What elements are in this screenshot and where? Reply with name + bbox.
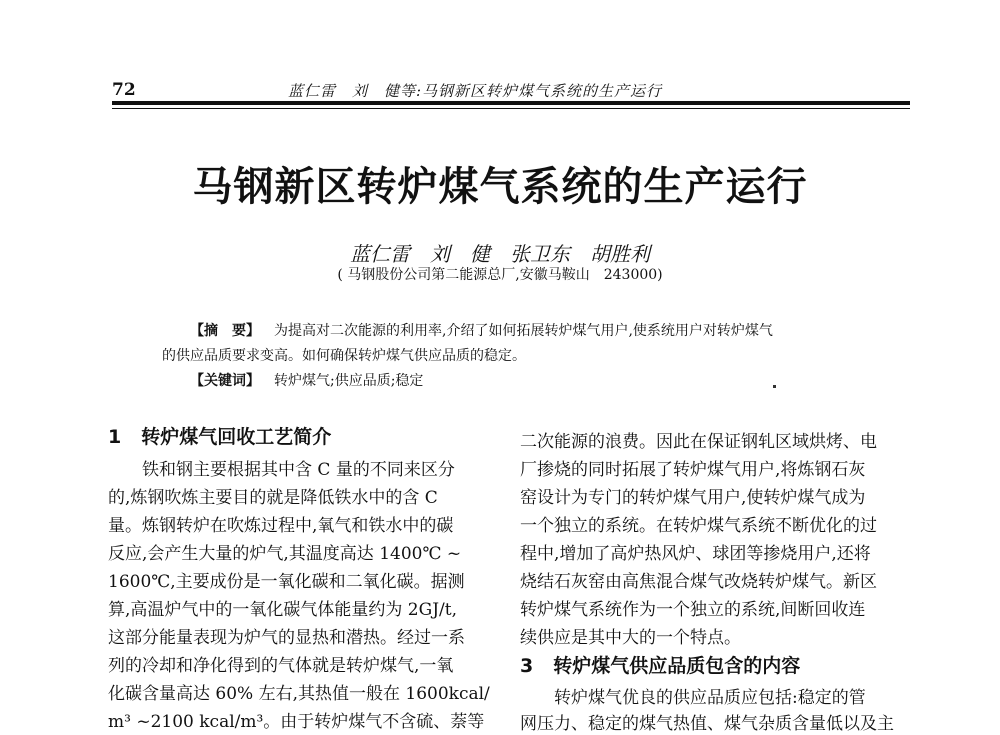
article-title: 马钢新区转炉煤气系统的生产运行 (192, 163, 808, 210)
right-column-line: 厂掺烧的同时拓展了转炉煤气用户,将炼钢石灰 (520, 460, 866, 480)
abstract-label: 【摘 要】 (190, 323, 260, 339)
left-column-line: 化碳含量高达 60% 左右,其热值一般在 1600kcal/ (108, 684, 490, 704)
left-column-line: 量。炼钢转炉在吹炼过程中,氧气和铁水中的碳 (108, 516, 454, 536)
right-column-line: 网压力、稳定的煤气热值、煤气杂质含量低以及主 (520, 714, 894, 734)
right-column-line: 转炉煤气系统作为一个独立的系统,间断回收连 (520, 600, 866, 620)
right-column-line: 转炉煤气优良的供应品质应包括:稳定的管 (520, 688, 866, 708)
section3-number: 3 (520, 655, 534, 677)
header-rule-thin (112, 108, 910, 109)
left-column-line: m³ ~2100 kcal/m³。由于转炉煤气不含硫、萘等 (108, 712, 485, 732)
right-column-line: 一个独立的系统。在转炉煤气系统不断优化的过 (520, 516, 877, 536)
section1-number: 1 (108, 426, 122, 448)
section3-title: 转炉煤气供应品质包含的内容 (553, 655, 801, 677)
abstract-text-line2: 的供应品质要求变高。如何确保转炉煤气供应品质的稳定。 (162, 348, 526, 364)
keywords-label: 【关键词】 (190, 373, 260, 389)
article-affiliation: ( 马钢股份公司第二能源总厂,安徽马鞍山 243000) (337, 267, 663, 283)
keywords-line (190, 370, 423, 390)
page-number: 72 (112, 80, 136, 100)
speck-dot (773, 385, 776, 388)
right-column-line: 程中,增加了高炉热风炉、球团等掺烧用户,还将 (520, 544, 871, 564)
right-column-line: 烧结石灰窑由高焦混合煤气改烧转炉煤气。新区 (520, 572, 877, 592)
right-column-line: 续供应是其中大的一个特点。 (520, 628, 741, 648)
section1-title: 转炉煤气回收工艺简介 (141, 426, 332, 448)
article-authors: 蓝仁雷 刘 健 张卫东 胡胜利 (350, 242, 650, 266)
left-column-line: 反应,会产生大量的炉气,其温度高达 1400℃ ~ (108, 544, 462, 564)
abstract-text-line1: 为提高对二次能源的利用率,介绍了如何拓展转炉煤气用户,使系统用户对转炉煤气 (274, 323, 773, 339)
section3-heading (520, 651, 800, 678)
left-column-line: 列的冷却和净化得到的气体就是转炉煤气,一氧 (108, 656, 454, 676)
left-column-line: 算,高温炉气中的一氧化碳气体能量约为 2GJ/t, (108, 600, 457, 620)
header-rule-thick (112, 101, 910, 105)
abstract-first-line (190, 320, 773, 340)
section1-heading (108, 422, 331, 449)
left-column-line: 铁和钢主要根据其中含 C 量的不同来区分 (108, 460, 455, 480)
left-column-line: 1600℃,主要成份是一氧化碳和二氧化碳。据测 (108, 572, 465, 592)
right-column-line: 窑设计为专门的转炉煤气用户,使转炉煤气成为 (520, 488, 866, 508)
right-column-line: 二次能源的浪费。因此在保证钢轧区域烘烤、电 (520, 432, 877, 452)
left-column-line: 这部分能量表现为炉气的显热和潜热。经过一系 (108, 628, 465, 648)
keywords-text: 转炉煤气;供应品质;稳定 (274, 373, 424, 389)
running-title: 蓝仁雷 刘 健等:马钢新区转炉煤气系统的生产运行 (288, 82, 663, 100)
left-column-line: 的,炼钢吹炼主要目的就是降低铁水中的含 C (108, 488, 438, 508)
